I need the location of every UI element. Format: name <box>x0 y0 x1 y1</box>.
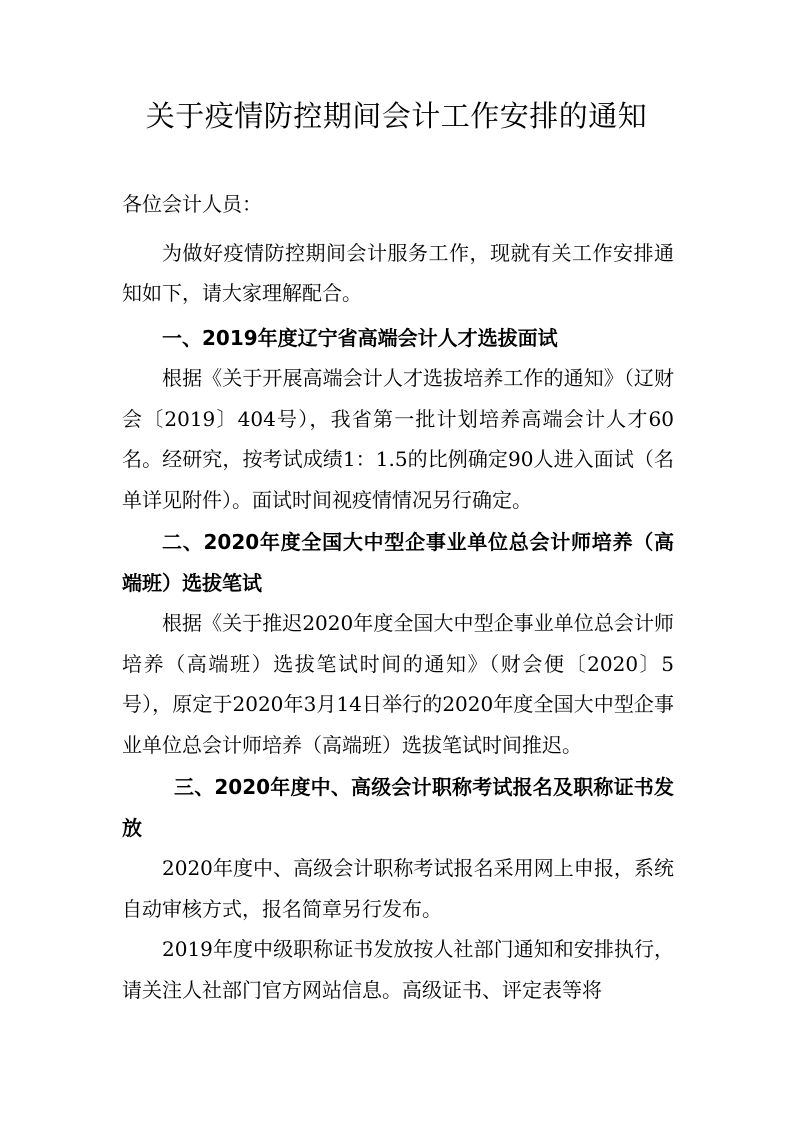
section-1-heading: 一、2019年度辽宁省高端会计人才选拔面试 <box>162 325 558 350</box>
section-1-paragraph: 根据《关于开展高端会计人才选拔培养工作的通知》（辽财会〔2019〕404号），我省第一批计划培养高端会计人才60名。经研究，按考试成绩1：1.5的比例确定90人进入面试（名单详见附件）。面试时间视疫情情况另行确定。 <box>122 366 674 512</box>
section-3-paragraph-1: 2020年度中、高级会计职称考试报名采用网上申报，系统自动审核方式，报名简章另行发布。 <box>122 856 674 921</box>
section-2-heading: 二、2020年度全国大中型企事业单位总会计师培养（高端班）选拔笔试 <box>122 530 674 595</box>
section-3-heading: 三、2020年度中、高级会计职称考试报名及职称证书发放 <box>122 775 674 840</box>
document-body <box>122 184 674 1010</box>
document-title: 关于疫情防控期间会计工作安排的通知 <box>145 99 648 133</box>
section-3-paragraph-2: 2019年度中级职称证书发放按人社部门通知和安排执行，请关注人社部门官方网站信息。高级证书、评定表等将 <box>122 937 674 1002</box>
section-2-paragraph: 根据《关于推迟2020年度全国大中型企事业单位总会计师培养（高端班）选拔笔试时间的通知》（财会便〔2020〕5号），原定于2020年3月14日举行的2020年度全国大中型企事业单位总会计师培养（高端班）选拔笔试时间推迟。 <box>122 611 674 757</box>
intro-paragraph: 为做好疫情防控期间会计服务工作，现就有关工作安排通知如下，请大家理解配合。 <box>122 240 674 305</box>
salutation: 各位会计人员： <box>122 192 262 216</box>
